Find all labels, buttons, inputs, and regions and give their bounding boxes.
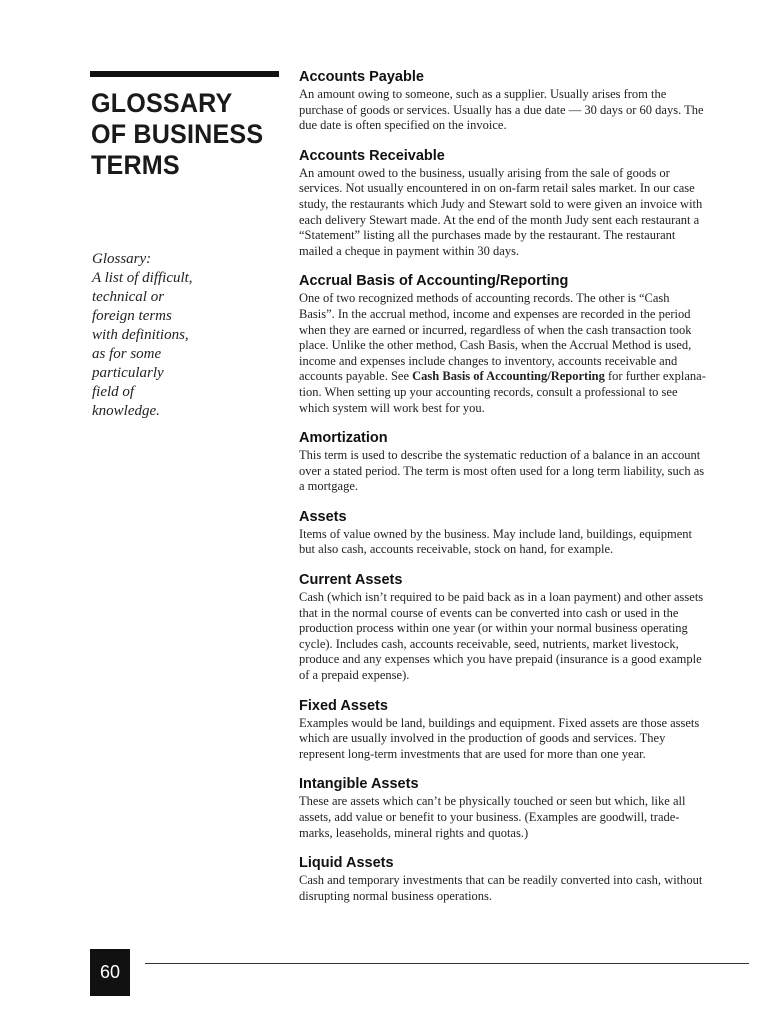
definition-line: with definitions, bbox=[92, 327, 189, 343]
glossary-entry bbox=[299, 775, 757, 841]
definition-line: foreign terms bbox=[92, 308, 172, 324]
entry-definition bbox=[299, 166, 757, 260]
definition-line: which system will work best for you. bbox=[299, 400, 485, 415]
definition-line: This term is used to describe the systematic reduction of a balance in an account bbox=[299, 448, 701, 463]
entry-definition bbox=[299, 291, 757, 416]
definition-line: These are assets which can’t be physically touched or seen but which, like all bbox=[299, 794, 686, 809]
entry-term: Liquid Assets bbox=[299, 855, 394, 872]
glossary-entry bbox=[299, 147, 757, 260]
entry-term: Accounts Payable bbox=[299, 69, 424, 85]
glossary-entry bbox=[299, 508, 757, 558]
definition-line: technical or bbox=[92, 289, 165, 305]
entry-definition bbox=[299, 87, 757, 134]
definition-line: of a prepaid expense). bbox=[299, 668, 410, 683]
definition-line: Basis”. In the accrual method, income and expenses are recorded in the period bbox=[299, 306, 691, 321]
entry-term: Current Assets bbox=[299, 572, 403, 589]
definition-line: represent long-term investments that are used for more than one year. bbox=[299, 746, 646, 761]
definition-line: An amount owed to the business, usually arising from the sale of goods or bbox=[299, 165, 670, 180]
entry-definition bbox=[299, 716, 757, 763]
glossary-entry bbox=[299, 68, 757, 134]
definition-line bbox=[299, 369, 757, 385]
definition-line: when they are earned or incurred, regardless of when the cash transaction took bbox=[299, 322, 692, 337]
definition-line: production process within one year (or within your normal business operating bbox=[299, 621, 688, 636]
definition-line: due date is often specified on the invoice. bbox=[299, 118, 507, 133]
definition-text: for further explana- bbox=[604, 369, 706, 384]
glossary-entries bbox=[299, 68, 757, 917]
title-top-rule bbox=[90, 71, 279, 77]
definition-line: Glossary: bbox=[92, 251, 152, 267]
definition-line: produce and any expenses which you have prepaid (insurance is a good example bbox=[299, 652, 702, 667]
glossary-entry bbox=[299, 854, 757, 904]
definition-text: accounts payable. See bbox=[299, 369, 410, 384]
page-title bbox=[91, 88, 277, 181]
entry-definition bbox=[299, 873, 757, 904]
entry-definition bbox=[299, 794, 757, 841]
page-number-text: 60 bbox=[99, 962, 121, 982]
definition-line: Examples would be land, buildings and equipment. Fixed assets are those assets bbox=[299, 715, 700, 730]
definition-line: a mortgage. bbox=[299, 479, 359, 494]
definition-line: Items of value owned by the business. May include land, buildings, equipment bbox=[299, 526, 692, 541]
definition-line: Cash (which isn’t required to be paid back as in a loan payment) and other assets bbox=[299, 590, 704, 605]
definition-line: but also cash, accounts receivable, stock on hand, for example. bbox=[299, 542, 614, 557]
definition-line: cycle). Includes cash, accounts receivable, seed, nutrients, market livestock, bbox=[299, 636, 679, 651]
title-line: TERMS bbox=[91, 150, 180, 180]
definition-line: purchase of goods or services. Usually has a due date — 30 days or 60 days. The bbox=[299, 102, 704, 117]
title-line: OF BUSINESS bbox=[91, 119, 264, 149]
glossary-entry bbox=[299, 571, 757, 684]
definition-line: each delivery Stewart made. At the end of the month Judy sent each restaurant a bbox=[299, 212, 700, 227]
definition-line: tion. When setting up your accounting records, consult a professional to see bbox=[299, 384, 678, 399]
definition-line: services. Not usually encountered in on on-farm retail sales market. In our case bbox=[299, 181, 695, 196]
entry-definition bbox=[299, 448, 757, 495]
definition-line: A list of difficult, bbox=[92, 270, 193, 286]
definition-line: field of bbox=[92, 384, 135, 400]
glossary-entry bbox=[299, 429, 757, 495]
entry-term: Assets bbox=[299, 508, 347, 525]
definition-line: marks, leaseholds, mineral rights and quotas.) bbox=[299, 825, 529, 840]
definition-line: One of two recognized methods of accounting records. The other is “Cash bbox=[299, 291, 670, 306]
definition-line: that in the normal course of events can be converted into cash or used in the bbox=[299, 605, 679, 620]
definition-line: mailed a cheque in payment within 30 days. bbox=[299, 243, 520, 258]
entry-term: Accounts Receivable bbox=[299, 147, 445, 164]
entry-term: Intangible Assets bbox=[299, 776, 419, 793]
cross-reference: Cash Basis of Accounting/Reporting bbox=[412, 369, 605, 384]
definition-line: over a stated period. The term is most often used for a long term liability, such as bbox=[299, 463, 705, 478]
definition-line: particularly bbox=[92, 365, 164, 381]
definition-line: Cash and temporary investments that can be readily converted into cash, without bbox=[299, 873, 703, 888]
entry-term: Accrual Basis of Accounting/Reporting bbox=[299, 273, 569, 290]
definition-line: knowledge. bbox=[92, 403, 160, 419]
entry-definition bbox=[299, 527, 757, 558]
definition-line: place. Unlike the other method, Cash Basis, when the Accrual Method is used, bbox=[299, 338, 692, 353]
definition-line: income and expenses include changes to inventory, accounts receivable and bbox=[299, 353, 678, 368]
footer-rule bbox=[145, 963, 749, 964]
definition-line: “Statement” listing all the purchases made by the restaurant. The restaurant bbox=[299, 228, 676, 243]
definition-line: disrupting normal business operations. bbox=[299, 888, 493, 903]
definition-line: An amount owing to someone, such as a supplier. Usually arises from the bbox=[299, 87, 667, 101]
definition-line: which are usually involved in the production of goods and services. They bbox=[299, 731, 666, 746]
definition-line: as for some bbox=[92, 346, 162, 362]
entry-definition bbox=[299, 590, 757, 684]
glossary-entry bbox=[299, 697, 757, 763]
page-number bbox=[90, 949, 130, 996]
definition-line: study, the restaurants which Judy and Stewart sold to were given an invoice with bbox=[299, 196, 703, 211]
definition-line: assets, add value or benefit to your business. (Examples are goodwill, trade- bbox=[299, 810, 680, 824]
glossary-entry bbox=[299, 272, 757, 416]
title-line: GLOSSARY bbox=[91, 88, 233, 118]
entry-term: Fixed Assets bbox=[299, 697, 388, 714]
entry-term: Amortization bbox=[299, 430, 388, 447]
glossary-definition bbox=[92, 250, 232, 421]
